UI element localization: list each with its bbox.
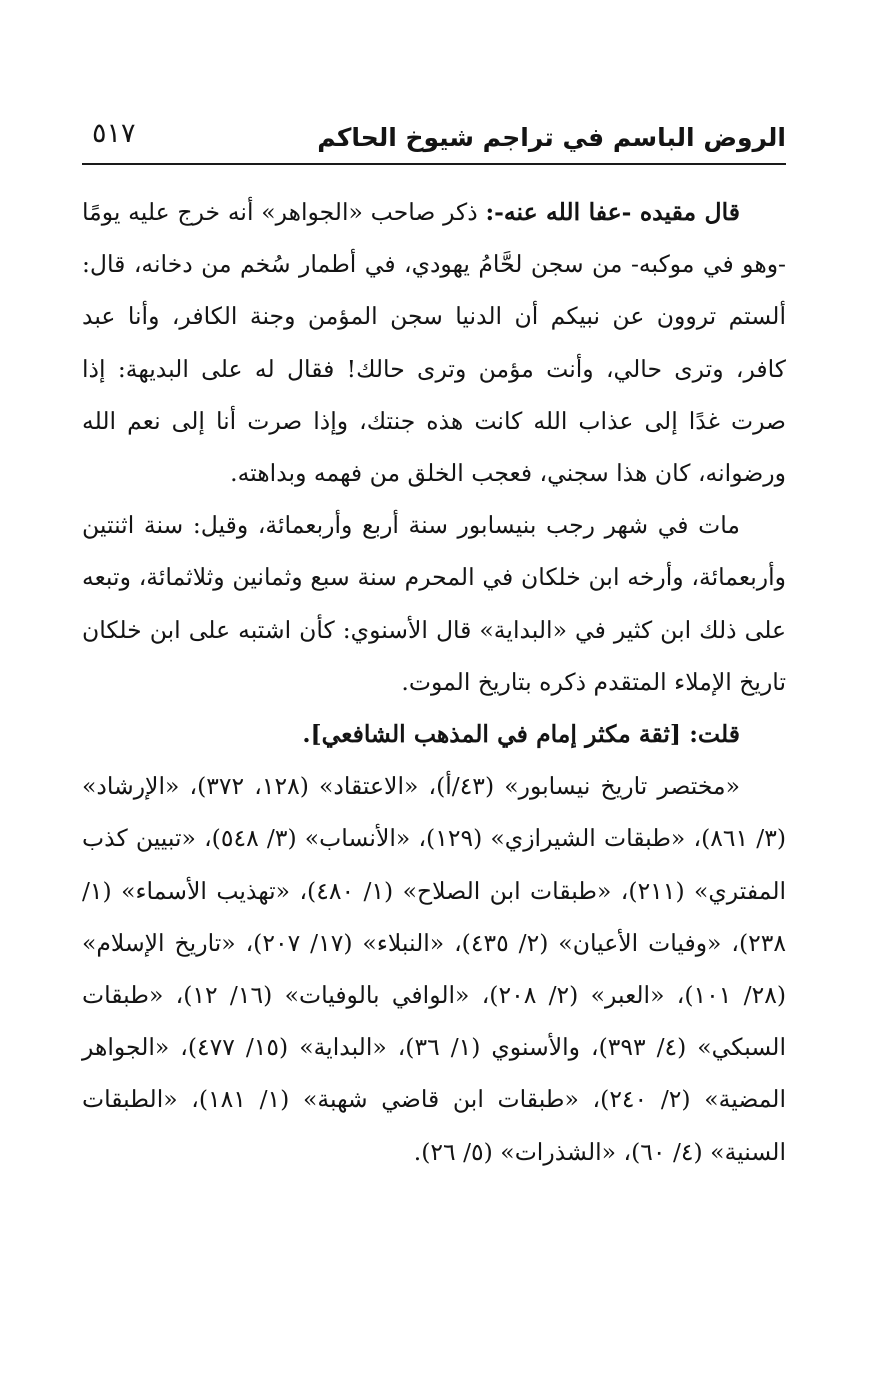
header-divider: [82, 163, 786, 165]
paragraph-death-date: [82, 499, 786, 708]
anecdote-text: ذكر صاحب «الجواهر» أنه خرج عليه يومًا -وهو في موكبه- من سجن لحَّامُ يهودي، في أطمار سُخم من دخانه، قال: ألستم تروون عن نبيكم أن الدنيا سجن المؤمن وجنة الكافر، وأنا عبد كافر، وترى حالي، وأنت مؤمن وترى حالك! فقال له على البديهة: إذا صرت غدًا إلى عذاب الله كانت هذه جنتك، وإذا صرت أنا إلى نعم الله ورضوانه، كان هذا سجني، فعجب الخلق من فهمه وبداهته.: [82, 198, 786, 488]
verdict-text: قلت: [ثقة مكثر إمام في المذهب الشافعي].: [302, 720, 740, 749]
page-number: ٥١٧: [92, 118, 136, 149]
paragraph-anecdote: [82, 186, 786, 499]
paragraph-sources: [82, 760, 786, 1178]
running-title: الروض الباسم في تراجم شيوخ الحاكم: [317, 123, 786, 152]
sources-list: «مختصر تاريخ نيسابور» (٤٣/أ)، «الاعتقاد» (١٢٨، ٣٧٢)، «الإرشاد» (٣/ ٨٦١)، «طبقات الشيرازي» (١٢٩)، «الأنساب» (٣/ ٥٤٨)، «تبيين كذب المفتري» (٢١١)، «طبقات ابن الصلاح» (١/ ٤٨٠)، «تهذيب الأسماء» (١/ ٢٣٨)، «وفيات الأعيان» (٢/ ٤٣٥)، «النبلاء» (١٧/ ٢٠٧)، «تاريخ الإسلام» (٢٨/ ١٠١)، «العبر» (٢/ ٢٠٨)، «الوافي بالوفيات» (١٦/ ١٢)، «طبقات السبكي» (٤/ ٣٩٣)، والأسنوي (١/ ٣٦)، «البداية» (١٥/ ٤٧٧)، «الجواهر المضية» (٢/ ٢٤٠)، «طبقات ابن قاضي شهبة» (١/ ١٨١)، «الطبقات السنية» (٤/ ٦٠)، «الشذرات» (٥/ ٢٦).: [82, 772, 787, 1166]
paragraph-verdict: [82, 708, 786, 760]
page-header: [82, 112, 786, 162]
main-text: [82, 186, 786, 1178]
author-remark-lead: قال مقيده -عفا الله عنه-:: [485, 198, 740, 226]
death-date-text: مات في شهر رجب بنيسابور سنة أربع وأربعمائة، وقيل: سنة اثنتين وأربعمائة، وأرخه ابن خلكان في المحرم سنة سبع وثمانين وثلاثمائة، وتبعه على ذلك ابن كثير في «البداية» قال الأسنوي: كأن اشتبه على ابن خلكان تاريخ الإملاء المتقدم ذكره بتاريخ الموت.: [82, 511, 786, 696]
